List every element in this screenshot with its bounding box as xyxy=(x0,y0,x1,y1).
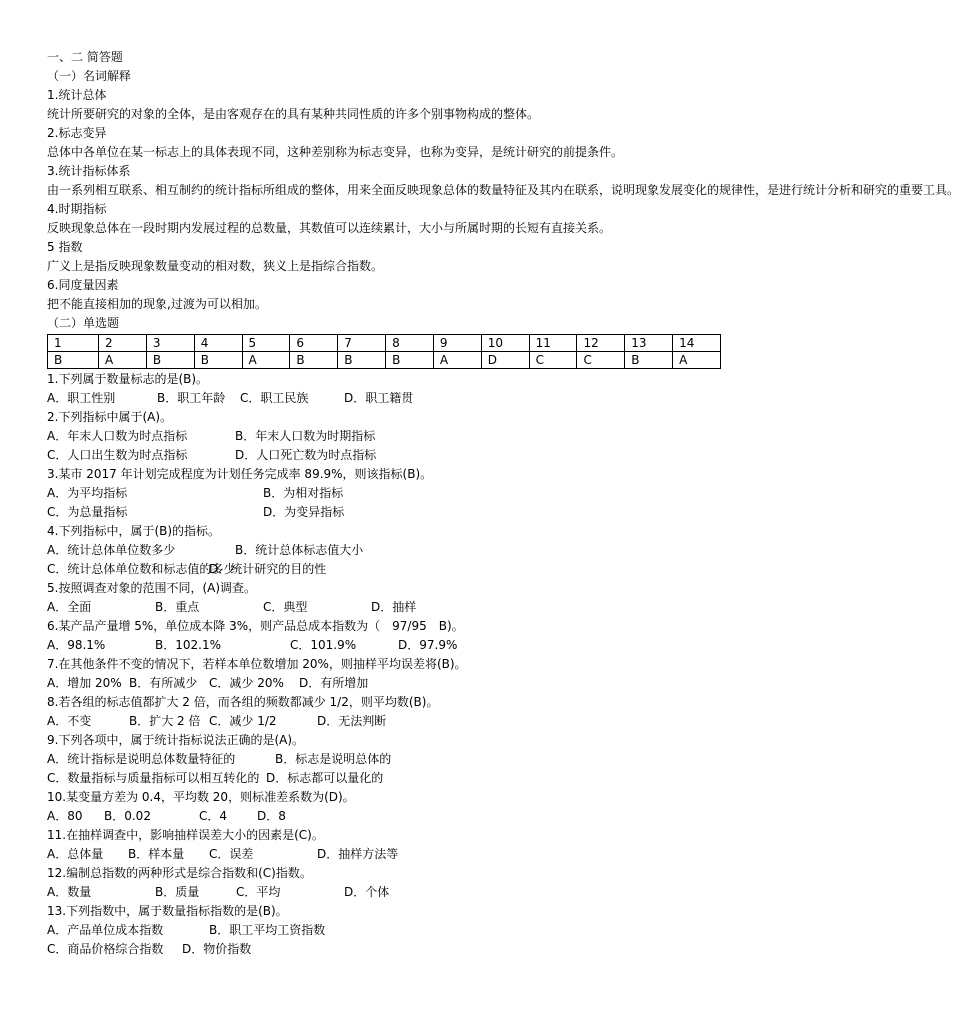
question-option: A．总体量 xyxy=(47,847,104,861)
term-definition: 总体中各单位在某一标志上的具体表现不同，这种差别称为标志变异，也称为变异，是统计研究的前提条件。 xyxy=(47,145,624,159)
question-options-row xyxy=(47,845,727,864)
question-option: A．年末人口数为时点指标 xyxy=(47,429,188,443)
question-option: A．增加 20% xyxy=(47,676,122,690)
terms-list xyxy=(47,86,959,314)
answer-table-number-cell: 11 xyxy=(529,335,577,352)
question-options-row xyxy=(47,446,727,465)
term-definition: 把不能直接相加的现象,过渡为可以相加。 xyxy=(47,297,267,311)
question-option: B．统计总体标志值大小 xyxy=(235,543,364,557)
question-stem: 11.在抽样调查中，影响抽样误差大小的因素是(C)。 xyxy=(47,828,324,842)
question-option: C．人口出生数为时点指标 xyxy=(47,448,188,462)
question-option: D．统计研究的目的性 xyxy=(209,562,327,576)
question-option: B．样本量 xyxy=(128,847,185,861)
question-option: A．80 xyxy=(47,809,83,823)
question-option: A．全面 xyxy=(47,600,92,614)
question-option: A．统计指标是说明总体数量特征的 xyxy=(47,752,236,766)
question-options-row xyxy=(47,769,727,788)
question-option: B．职工平均工资指数 xyxy=(209,923,326,937)
question-option: D．无法判断 xyxy=(317,714,387,728)
answer-table-number-cell: 1 xyxy=(48,335,99,352)
answer-table xyxy=(47,334,721,369)
question-options-row xyxy=(47,598,727,617)
term-heading: 6.同度量因素 xyxy=(47,278,119,292)
question-option: C．101.9% xyxy=(290,638,357,652)
term-heading: 5 指数 xyxy=(47,240,83,254)
term-definition: 统计所要研究的对象的全体，是由客观存在的具有某种共同性质的许多个别事物构成的整体。 xyxy=(47,107,540,121)
document-page xyxy=(47,48,959,959)
question-option: B．为相对指标 xyxy=(263,486,344,500)
question-option: D．物价指数 xyxy=(182,942,252,956)
question-options-row xyxy=(47,560,727,579)
answer-table-number-cell: 2 xyxy=(99,335,147,352)
question-stem: 6.某产品产量增 5%，单位成本降 3%，则产品总成本指数为（ 97/95 B)。 xyxy=(47,619,464,633)
question-option: C．为总量指标 xyxy=(47,505,128,519)
question-options-row xyxy=(47,712,727,731)
question-option: B．扩大 2 倍 xyxy=(129,714,201,728)
term-heading: 1.统计总体 xyxy=(47,88,107,102)
answer-table-number-cell: 13 xyxy=(625,335,673,352)
question-options-row xyxy=(47,636,727,655)
question-option: B．职工年龄 xyxy=(157,391,226,405)
answer-table-number-cell: 8 xyxy=(386,335,434,352)
question-option: D．为变异指标 xyxy=(263,505,345,519)
question-option: B．102.1% xyxy=(155,638,221,652)
question-option: D．有所增加 xyxy=(299,676,369,690)
answer-table-answer-cell: A xyxy=(433,352,481,369)
question-option: C．减少 20% xyxy=(209,676,284,690)
answer-table-answer-cell: D xyxy=(481,352,529,369)
question-option: D．人口死亡数为时点指标 xyxy=(235,448,377,462)
answer-table-number-cell: 9 xyxy=(433,335,481,352)
term-definition: 广义上是指反映现象数量变动的相对数，狭义上是指综合指数。 xyxy=(47,259,384,273)
question-option: D．职工籍贯 xyxy=(344,391,414,405)
answer-table-number-row xyxy=(48,335,721,352)
question-stem: 1.下列属于数量标志的是(B)。 xyxy=(47,372,209,386)
question-option: C．减少 1/2 xyxy=(209,714,277,728)
question-options-row xyxy=(47,503,727,522)
question-options-row xyxy=(47,484,727,503)
question-option: C．平均 xyxy=(236,885,281,899)
answer-table-answer-cell: C xyxy=(529,352,577,369)
question-options-row xyxy=(47,389,727,408)
question-option: A．职工性别 xyxy=(47,391,116,405)
question-options-row xyxy=(47,807,727,826)
question-option: B．有所减少 xyxy=(129,676,198,690)
question-options-row xyxy=(47,541,727,560)
question-options-row xyxy=(47,921,727,940)
answer-table-number-cell: 4 xyxy=(194,335,242,352)
term-heading: 3.统计指标体系 xyxy=(47,164,131,178)
question-option: A．产品单位成本指数 xyxy=(47,923,164,937)
answer-table-answer-cell: B xyxy=(194,352,242,369)
question-option: C．数量指标与质量指标可以相互转化的 xyxy=(47,771,260,785)
question-option: C．职工民族 xyxy=(240,391,309,405)
question-stem: 2.下列指标中属于(A)。 xyxy=(47,410,173,424)
question-option: A．98.1% xyxy=(47,638,106,652)
answer-table-answer-cell: B xyxy=(146,352,194,369)
question-option: A．不变 xyxy=(47,714,92,728)
question-option: C．4 xyxy=(199,809,228,823)
section-heading-choice: （二）单选题 xyxy=(47,316,120,330)
answer-table-number-cell: 3 xyxy=(146,335,194,352)
answer-table-answer-row xyxy=(48,352,721,369)
doc-title: 一、二 简答题 xyxy=(47,50,123,64)
question-option: D．抽样 xyxy=(371,600,417,614)
answer-table-number-cell: 12 xyxy=(577,335,625,352)
question-stem: 3.某市 2017 年计划完成程度为计划任务完成率 89.9%，则该指标(B)。 xyxy=(47,467,433,481)
question-stem: 10.某变量方差为 0.4，平均数 20，则标准差系数为(D)。 xyxy=(47,790,355,804)
term-definition: 反映现象总体在一段时期内发展过程的总数量，其数值可以连续累计，大小与所属时期的长短有直接关系。 xyxy=(47,221,612,235)
question-option: D．8 xyxy=(257,809,286,823)
answer-table-number-cell: 10 xyxy=(481,335,529,352)
question-option: C．典型 xyxy=(263,600,308,614)
question-option: C．统计总体单位数和标志值的多少 xyxy=(47,562,236,576)
question-stem: 5.按照调查对象的范围不同，(A)调查。 xyxy=(47,581,257,595)
question-option: C．商品价格综合指数 xyxy=(47,942,164,956)
question-option: D．抽样方法等 xyxy=(317,847,399,861)
question-option: D．标志都可以量化的 xyxy=(266,771,384,785)
question-stem: 7.在其他条件不变的情况下，若样本单位数增加 20%，则抽样平均误差将(B)。 xyxy=(47,657,467,671)
answer-table-answer-cell: A xyxy=(673,352,721,369)
question-option: A．为平均指标 xyxy=(47,486,128,500)
question-option: B．年末人口数为时期指标 xyxy=(235,429,376,443)
answer-table-answer-cell: B xyxy=(338,352,386,369)
answer-table-answer-cell: A xyxy=(99,352,147,369)
term-heading: 4.时期指标 xyxy=(47,202,107,216)
answer-table-answer-cell: B xyxy=(386,352,434,369)
question-option: D．97.9% xyxy=(398,638,458,652)
question-stem: 8.若各组的标志值都扩大 2 倍，而各组的频数都减少 1/2，则平均数(B)。 xyxy=(47,695,439,709)
question-option: B．质量 xyxy=(155,885,200,899)
answer-table-number-cell: 7 xyxy=(338,335,386,352)
question-stem: 13.下列指数中，属于数量指标指数的是(B)。 xyxy=(47,904,288,918)
question-options-row xyxy=(47,750,727,769)
question-option: B．标志是说明总体的 xyxy=(275,752,392,766)
term-heading: 2.标志变异 xyxy=(47,126,107,140)
answer-table-number-cell: 5 xyxy=(242,335,290,352)
question-options-row xyxy=(47,940,727,959)
question-stem: 4.下列指标中，属于(B)的指标。 xyxy=(47,524,221,538)
answer-table-answer-cell: C xyxy=(577,352,625,369)
answer-table-answer-cell: B xyxy=(625,352,673,369)
question-stem: 12.编制总指数的两种形式是综合指数和(C)指数。 xyxy=(47,866,312,880)
question-stem: 9.下列各项中，属于统计指标说法正确的是(A)。 xyxy=(47,733,305,747)
question-option: C．误差 xyxy=(209,847,254,861)
question-option: B．0.02 xyxy=(104,809,151,823)
term-definition: 由一系列相互联系、相互制约的统计指标所组成的整体，用来全面反映现象总体的数量特征及其内在联系，说明现象发展变化的规律性，是进行统计分析和研究的重要工具。 xyxy=(47,183,959,197)
answer-table-answer-cell: A xyxy=(242,352,290,369)
answer-table-number-cell: 6 xyxy=(290,335,338,352)
question-options-row xyxy=(47,674,727,693)
answer-table-answer-cell: B xyxy=(48,352,99,369)
question-option: A．统计总体单位数多少 xyxy=(47,543,176,557)
questions-list xyxy=(47,370,727,959)
section-heading-terms: （一）名词解释 xyxy=(47,69,132,83)
question-option: A．数量 xyxy=(47,885,92,899)
question-option: D．个体 xyxy=(344,885,390,899)
question-option: B．重点 xyxy=(155,600,200,614)
answer-table-answer-cell: B xyxy=(290,352,338,369)
answer-table-number-cell: 14 xyxy=(673,335,721,352)
question-options-row xyxy=(47,883,727,902)
question-options-row xyxy=(47,427,727,446)
